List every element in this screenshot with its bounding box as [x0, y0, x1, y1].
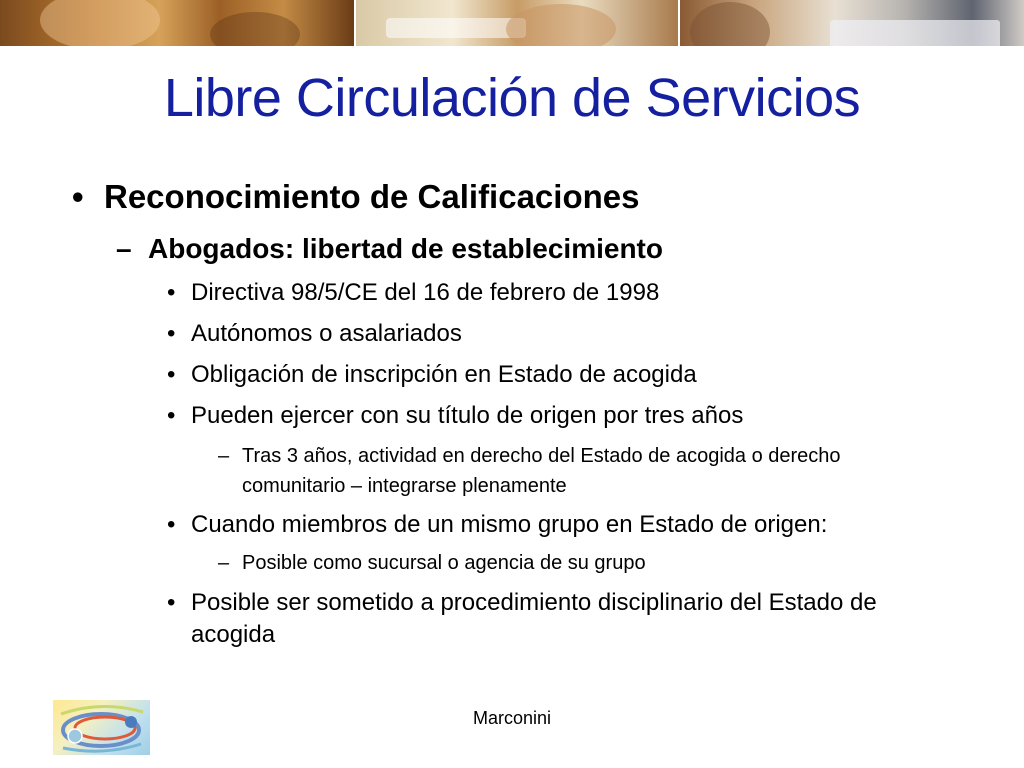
sub-bullet-item: [218, 441, 942, 501]
bullet-item-text: Posible ser sometido a procedimiento disciplinario del Estado de acogida: [191, 589, 877, 648]
globe-logo-icon: [53, 700, 150, 755]
slide-title: Libre Circulación de Servicios: [163, 68, 861, 128]
bullet-item: [167, 359, 971, 391]
bullet-dot-icon: •: [72, 178, 84, 215]
footer-author: Marconini: [472, 708, 552, 728]
bullet-level1: [72, 174, 639, 220]
bullet-dot-icon: •: [167, 279, 176, 306]
bullet-dot-icon: •: [167, 511, 176, 538]
bullet-dash-icon: –: [116, 233, 132, 264]
banner-photo-writing: [356, 0, 677, 46]
bullet-item-text: Pueden ejercer con su título de origen por tres años: [191, 402, 744, 429]
bullet-item-text: Autónomos o asalariados: [191, 320, 462, 347]
banner-photo-keyboard: [680, 0, 1024, 46]
bullet-item-text: Cuando miembros de un mismo grupo en Estado de origen:: [191, 511, 828, 538]
bullet-item-text: Directiva 98/5/CE del 16 de febrero de 1998: [191, 279, 660, 306]
bullet-subheading: Abogados: libertad de establecimiento: [148, 233, 663, 264]
bullet-item: [167, 587, 891, 651]
bullet-item: [167, 318, 971, 350]
bullet-level2: [116, 229, 663, 269]
banner-photo-hands-grain: [0, 0, 354, 46]
bullet-dash-icon: –: [218, 445, 230, 467]
sub-bullet-item: [218, 548, 942, 578]
bullet-item-text: Obligación de inscripción en Estado de acogida: [191, 361, 697, 388]
bullet-dot-icon: •: [167, 320, 176, 347]
bullet-dash-icon: –: [218, 552, 230, 574]
photo-banner: [0, 0, 1024, 46]
sub-bullet-text: Tras 3 años, actividad en derecho del Estado de acogida o derecho comunitario – integrarse plenamente: [242, 445, 841, 497]
bullet-item: [167, 400, 971, 432]
sub-bullet-text: Posible como sucursal o agencia de su grupo: [242, 552, 646, 574]
bullet-dot-icon: •: [167, 589, 176, 616]
bullet-heading: Reconocimiento de Calificaciones: [104, 178, 640, 215]
bullet-dot-icon: •: [167, 402, 176, 429]
bullet-item: [167, 277, 971, 309]
bullet-dot-icon: •: [167, 361, 176, 388]
bullet-item: [167, 509, 971, 541]
